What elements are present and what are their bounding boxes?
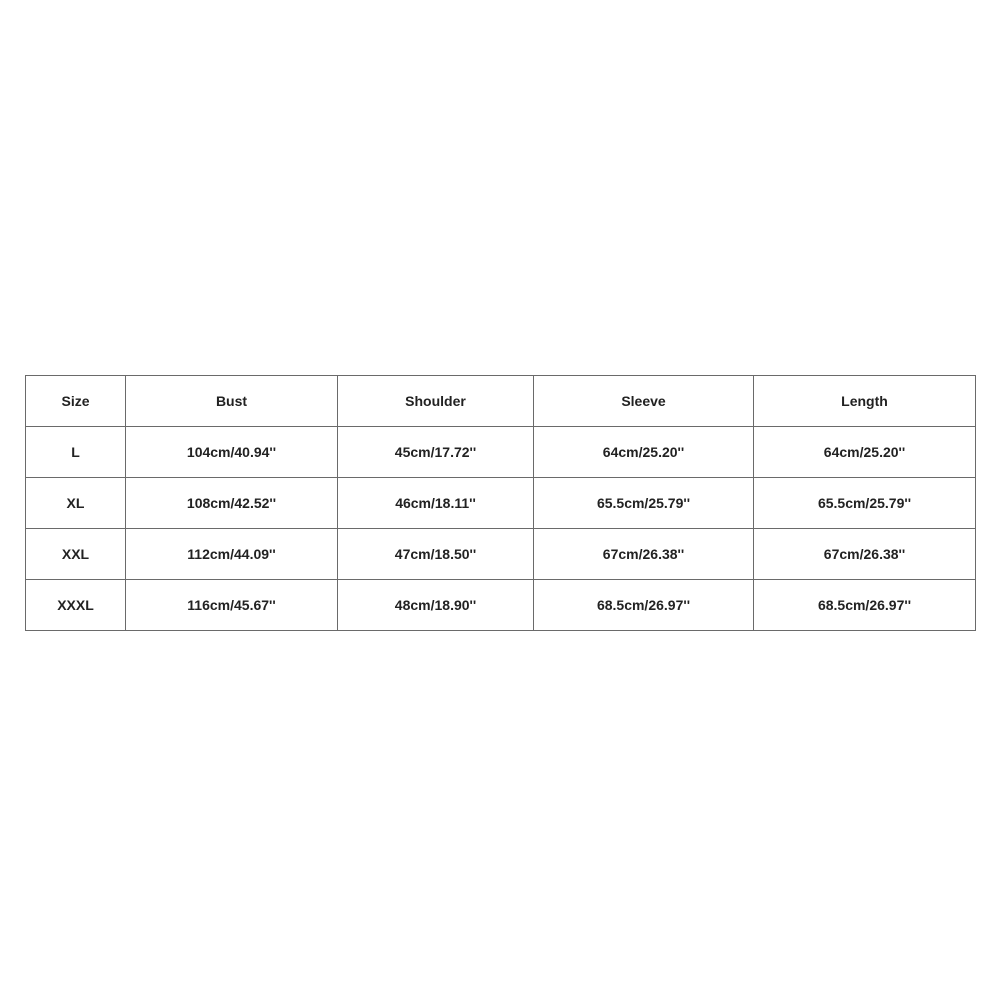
cell-length: 68.5cm/26.97'' [754,580,976,631]
cell-length: 64cm/25.20'' [754,427,976,478]
cell-size: XXXL [26,580,126,631]
header-length: Length [754,376,976,427]
header-bust: Bust [126,376,338,427]
cell-sleeve: 64cm/25.20'' [534,427,754,478]
table-row [26,478,976,529]
header-size: Size [26,376,126,427]
cell-shoulder: 45cm/17.72'' [338,427,534,478]
table-row [26,580,976,631]
cell-length: 65.5cm/25.79'' [754,478,976,529]
cell-sleeve: 67cm/26.38'' [534,529,754,580]
cell-sleeve: 68.5cm/26.97'' [534,580,754,631]
header-row [26,376,976,427]
cell-bust: 104cm/40.94'' [126,427,338,478]
header-sleeve: Sleeve [534,376,754,427]
header-shoulder: Shoulder [338,376,534,427]
cell-shoulder: 48cm/18.90'' [338,580,534,631]
cell-size: XXL [26,529,126,580]
size-chart-table [25,375,976,631]
cell-bust: 108cm/42.52'' [126,478,338,529]
cell-sleeve: 65.5cm/25.79'' [534,478,754,529]
cell-bust: 116cm/45.67'' [126,580,338,631]
cell-bust: 112cm/44.09'' [126,529,338,580]
cell-shoulder: 46cm/18.11'' [338,478,534,529]
cell-length: 67cm/26.38'' [754,529,976,580]
cell-size: L [26,427,126,478]
table-row [26,529,976,580]
cell-shoulder: 47cm/18.50'' [338,529,534,580]
cell-size: XL [26,478,126,529]
table-row [26,427,976,478]
